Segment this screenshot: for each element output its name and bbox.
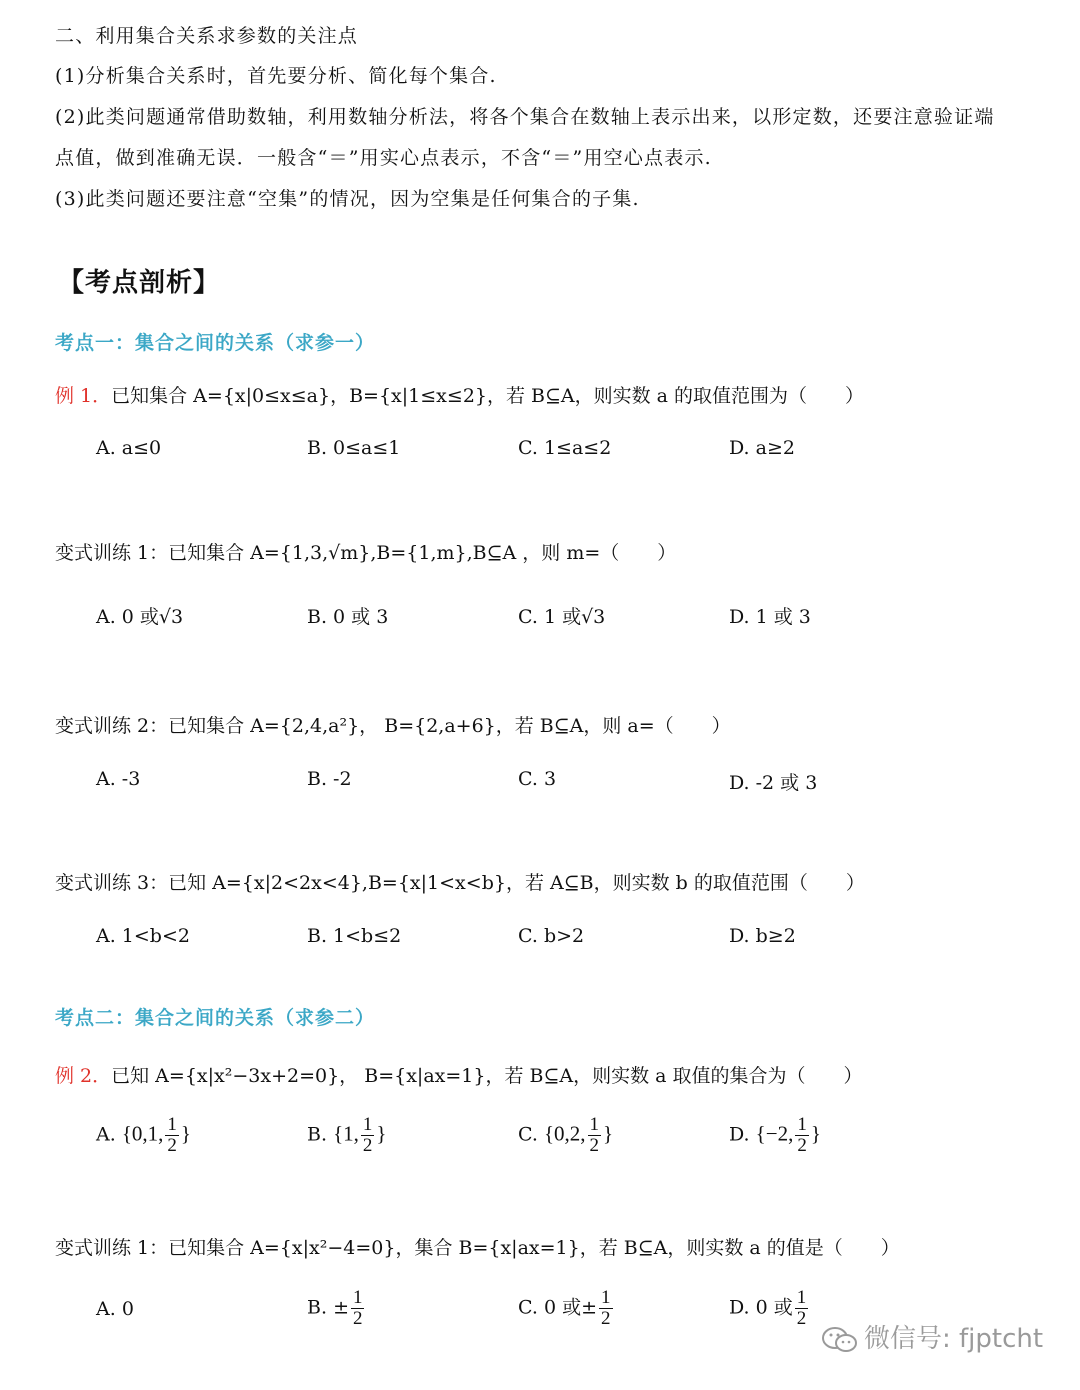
option-letter: A. — [96, 1123, 116, 1146]
option-pre: {1, — [333, 1121, 359, 1146]
option-b[interactable] — [307, 1115, 387, 1156]
fraction — [588, 1115, 602, 1156]
fraction-numerator: 1 — [167, 1114, 177, 1135]
option-b[interactable]: B. -2 — [307, 768, 352, 790]
option-c[interactable] — [518, 1288, 615, 1329]
option-c[interactable]: C. 1 或√3 — [518, 606, 606, 628]
variant-2-stem: 变式训练 2：已知集合 A={2,4,a²}， B={2,a+6}，若 B⊆A，则 a=（ ） — [55, 715, 731, 737]
fraction — [165, 1115, 179, 1156]
option-pre: 0 或 — [755, 1296, 793, 1319]
option-a[interactable]: A. 1<b<2 — [96, 925, 190, 947]
fraction-denominator: 2 — [601, 1308, 611, 1329]
intro-point-2b: 点值，做到准确无误．一般含“＝”用实心点表示，不含“＝”用空心点表示. — [55, 147, 712, 169]
kaodian-1-heading: 考点一：集合之间的关系（求参一） — [55, 332, 376, 354]
option-d[interactable]: D. a≥2 — [729, 437, 795, 459]
option-a[interactable] — [96, 1115, 191, 1156]
option-pre: {−2, — [755, 1121, 794, 1146]
option-pre: {0,2, — [543, 1121, 586, 1146]
variant-2-options — [96, 768, 976, 808]
option-letter: D. — [729, 1296, 750, 1319]
fraction-denominator: 2 — [797, 1135, 807, 1156]
intro-point-3: (3)此类问题还要注意“空集”的情况，因为空集是任何集合的子集. — [55, 188, 640, 210]
option-letter: B. — [307, 1296, 328, 1319]
example-1 — [55, 381, 864, 408]
fraction — [795, 1115, 809, 1156]
option-pre: {0,1, — [121, 1121, 164, 1146]
example-1-stem: 已知集合 A={x|0≤x≤a}，B={x|1≤x≤2}，若 B⊆A，则实数 a 的取值范围为（ ） — [111, 385, 865, 407]
option-a[interactable]: A. a≤0 — [96, 437, 162, 459]
option-b[interactable] — [307, 1288, 366, 1329]
example-1-options — [96, 437, 976, 477]
option-d[interactable] — [729, 1115, 821, 1156]
fraction-numerator: 1 — [362, 1114, 373, 1135]
option-pre: 0 或± — [543, 1296, 598, 1319]
option-post: } — [603, 1121, 614, 1146]
option-c[interactable]: C. b>2 — [518, 925, 585, 947]
option-c[interactable]: C. 3 — [518, 768, 557, 790]
example-1-label: 例 1． — [55, 385, 112, 407]
wechat-watermark — [820, 1318, 1043, 1355]
fraction — [599, 1288, 613, 1329]
option-post: } — [376, 1121, 387, 1146]
example-2-stem: 已知 A={x|x²−3x+2=0}， B={x|ax=1}，若 B⊆A，则实数 a 取值的集合为（ ） — [111, 1065, 863, 1087]
fraction-numerator: 1 — [601, 1287, 611, 1308]
option-d[interactable]: D. 1 或 3 — [729, 606, 811, 628]
option-c[interactable] — [518, 1115, 613, 1156]
option-a[interactable] — [96, 1298, 134, 1320]
option-d[interactable]: D. -2 或 3 — [729, 772, 818, 794]
option-c[interactable]: C. 1≤a≤2 — [518, 437, 612, 459]
intro-point-1: (1)分析集合关系时，首先要分析、简化每个集合. — [55, 65, 497, 87]
example-2-label: 例 2． — [55, 1065, 112, 1087]
option-letter: B. — [307, 1123, 328, 1146]
section-title: 【考点剖析】 — [58, 268, 221, 298]
option-pre: ± — [333, 1296, 349, 1319]
option-letter: C. — [518, 1123, 538, 1146]
variant-3-stem: 变式训练 3：已知 A={x|2<2x<4},B={x|1<x<b}，若 A⊆B，则实数 b 的取值范围（ ） — [55, 872, 865, 894]
variant-1-stem: 变式训练 1：已知集合 A={1,3,√m},B={1,m},B⊆A ，则 m=（ ） — [55, 542, 677, 564]
option-post: } — [180, 1121, 191, 1146]
option-a[interactable]: A. 0 或√3 — [96, 606, 184, 628]
fraction-denominator: 2 — [796, 1308, 807, 1329]
fraction-numerator: 1 — [796, 1287, 807, 1308]
option-letter: A. — [96, 1298, 116, 1320]
fraction-denominator: 2 — [362, 1135, 373, 1156]
fraction — [795, 1288, 809, 1329]
variant-3-options — [96, 925, 976, 965]
option-post: } — [810, 1121, 821, 1146]
option-pre: 0 — [121, 1298, 134, 1320]
option-d[interactable]: D. b≥2 — [729, 925, 796, 947]
variant-4-stem: 变式训练 1：已知集合 A={x|x²−4=0}，集合 B={x|ax=1}，若 B⊆A，则实数 a 的值是（ ） — [55, 1237, 900, 1259]
fraction — [361, 1115, 375, 1156]
variant-1-options — [96, 602, 976, 642]
kaodian-2-heading: 考点二：集合之间的关系（求参二） — [55, 1007, 376, 1029]
option-a[interactable]: A. -3 — [96, 768, 141, 790]
option-b[interactable]: B. 0 或 3 — [307, 606, 389, 628]
option-letter: C. — [518, 1296, 538, 1319]
intro-heading: 二、利用集合关系求参数的关注点 — [55, 25, 359, 47]
fraction-numerator: 1 — [352, 1287, 363, 1308]
fraction-numerator: 1 — [589, 1114, 600, 1135]
fraction-denominator: 2 — [352, 1308, 363, 1329]
fraction-denominator: 2 — [167, 1135, 177, 1156]
fraction-denominator: 2 — [589, 1135, 600, 1156]
example-2 — [55, 1061, 863, 1088]
option-letter: D. — [729, 1123, 750, 1146]
wechat-icon — [820, 1325, 860, 1355]
watermark-text: 微信号: fjptcht — [864, 1324, 1044, 1354]
option-d[interactable] — [729, 1288, 810, 1329]
example-2-options — [96, 1115, 976, 1155]
intro-point-2a: (2)此类问题通常借助数轴，利用数轴分析法，将各个集合在数轴上表示出来，以形定数，还要注意验证端 — [55, 106, 995, 128]
option-b[interactable]: B. 0≤a≤1 — [307, 437, 401, 459]
fraction — [351, 1288, 365, 1329]
fraction-numerator: 1 — [797, 1114, 807, 1135]
option-b[interactable]: B. 1<b≤2 — [307, 925, 402, 947]
